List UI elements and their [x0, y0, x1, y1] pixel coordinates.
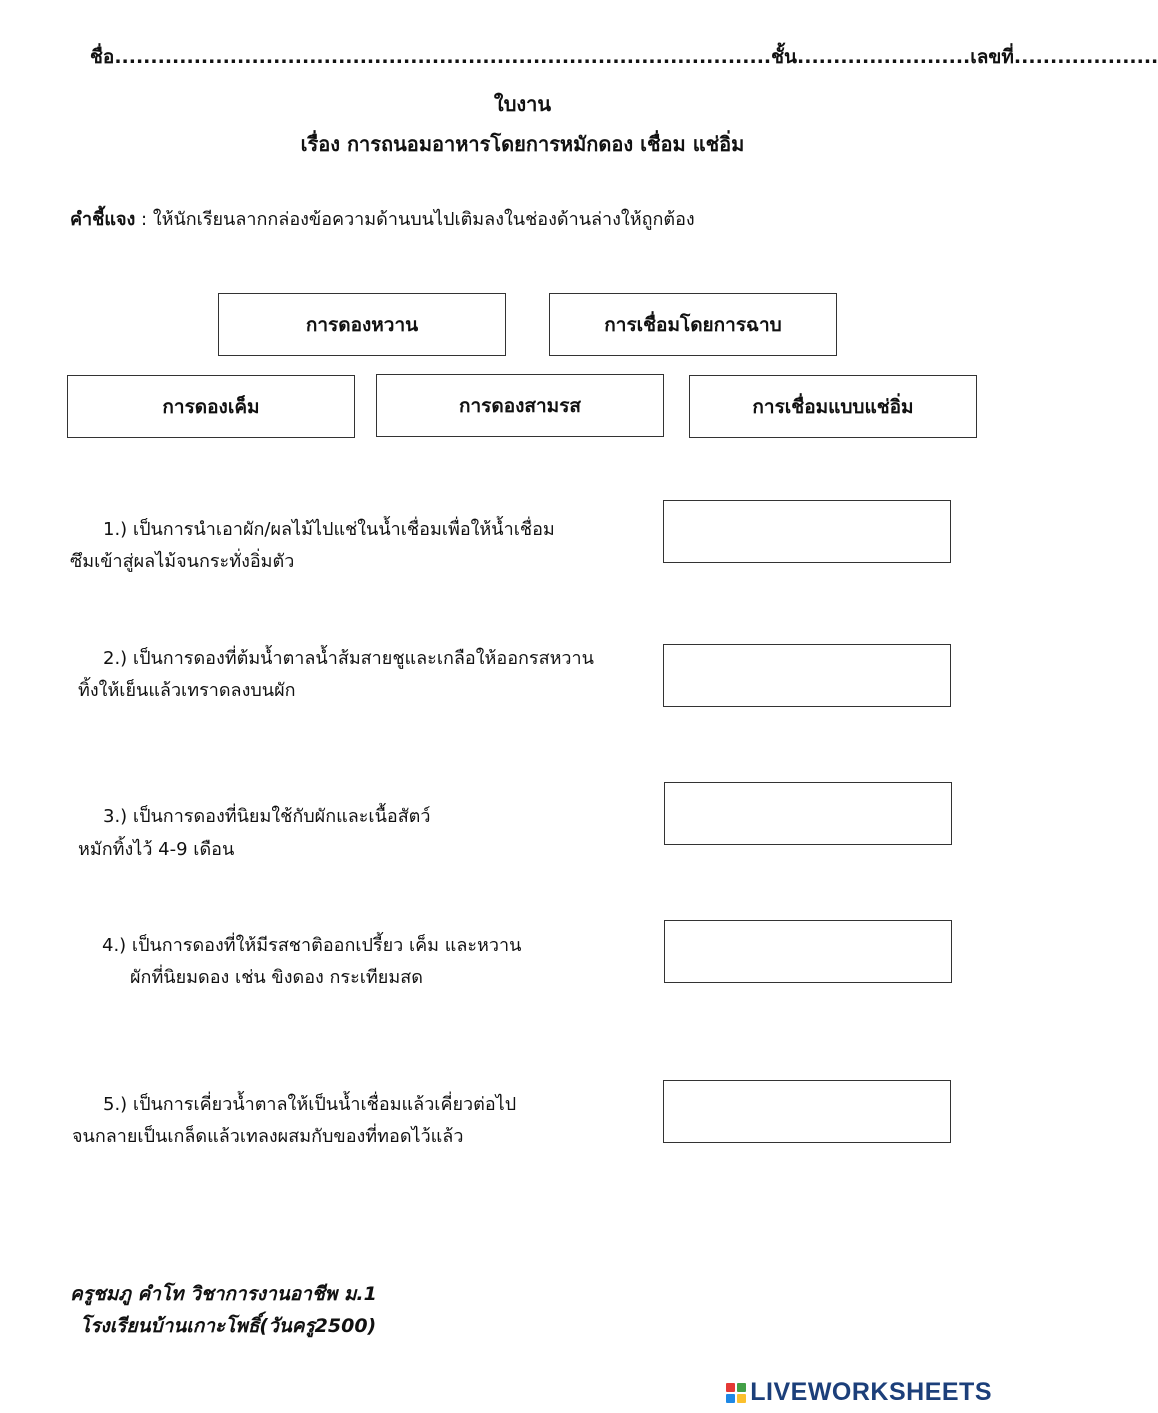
option-syrup-soaked[interactable]: การเชื่อมแบบแช่อิ่ม [689, 375, 977, 438]
question-2-line-2: ทิ้งให้เย็นแล้วเทราดลงบนผัก [78, 680, 296, 701]
question-2-line-1: 2.) เป็นการดองที่ต้มน้ำตาลน้ำส้มสายชูและเกลือให้ออกรสหวาน [103, 648, 594, 669]
answer-box-2[interactable] [663, 644, 951, 707]
school-credit: โรงเรียนบ้านเกาะโพธิ์(วันครู2500) [80, 1315, 377, 1337]
question-3-line-2: หมักทิ้งไว้ 4-9 เดือน [78, 839, 235, 860]
answer-box-5[interactable] [663, 1080, 951, 1143]
answer-box-3[interactable] [664, 782, 952, 845]
student-info-line [90, 42, 1158, 72]
number-field-dots: .................... [1013, 46, 1158, 68]
instruction-label: คำชี้แจง [70, 209, 136, 230]
question-4-line-2: ผักที่นิยมดอง เช่น ขิงดอง กระเทียมสด [130, 967, 423, 988]
class-field-dots: ........................ [797, 46, 971, 68]
teacher-credit: ครูชมภู คำโท วิชาการงานอาชีพ ม.1 [70, 1283, 377, 1305]
answer-box-1[interactable] [663, 500, 951, 563]
name-label: ชื่อ [90, 46, 115, 68]
instruction-text: : ให้นักเรียนลากกล่องข้อความด้านบนไปเติมลงในช่องด้านล่างให้ถูกต้อง [135, 209, 695, 230]
question-1-line-2: ซึมเข้าสู่ผลไม้จนกระทั่งอิ่มตัว [70, 551, 295, 572]
option-salt-pickle[interactable]: การดองเค็ม [67, 375, 355, 438]
liveworksheets-logo-text: LIVEWORKSHEETS [750, 1378, 992, 1406]
option-sweet-pickle[interactable]: การดองหวาน [218, 293, 506, 356]
name-field-dots: ........................................................................................... [114, 46, 772, 68]
number-label: เลขที่ [970, 46, 1014, 68]
worksheet-title: ใบงาน [493, 92, 552, 116]
liveworksheets-logo [726, 1378, 992, 1407]
worksheet-subject: เรื่อง การถนอมอาหารโดยการหมักดอง เชื่อม แช่อิ่ม [300, 132, 745, 156]
class-label: ชั้น [771, 46, 798, 68]
question-3-line-1: 3.) เป็นการดองที่นิยมใช้กับผักและเนื้อสัตว์ [103, 806, 431, 827]
question-5-line-2: จนกลายเป็นเกล็ดแล้วเทลงผสมกับของที่ทอดไว้แล้ว [72, 1126, 464, 1147]
instruction [70, 204, 695, 233]
liveworksheets-logo-icon [726, 1383, 746, 1403]
question-4-line-1: 4.) เป็นการดองที่ให้มีรสชาติออกเปรี้ยว เค็ม และหวาน [102, 935, 522, 956]
answer-box-4[interactable] [664, 920, 952, 983]
option-coated-candied[interactable]: การเชื่อมโดยการฉาบ [549, 293, 837, 356]
question-5-line-1: 5.) เป็นการเคี่ยวน้ำตาลให้เป็นน้ำเชื่อมแล้วเคี่ยวต่อไป [103, 1094, 517, 1115]
option-three-flavor-pickle[interactable]: การดองสามรส [376, 374, 664, 437]
question-1-line-1: 1.) เป็นการนำเอาผัก/ผลไม้ไปแช่ในน้ำเชื่อมเพื่อให้น้ำเชื่อม [103, 519, 555, 540]
